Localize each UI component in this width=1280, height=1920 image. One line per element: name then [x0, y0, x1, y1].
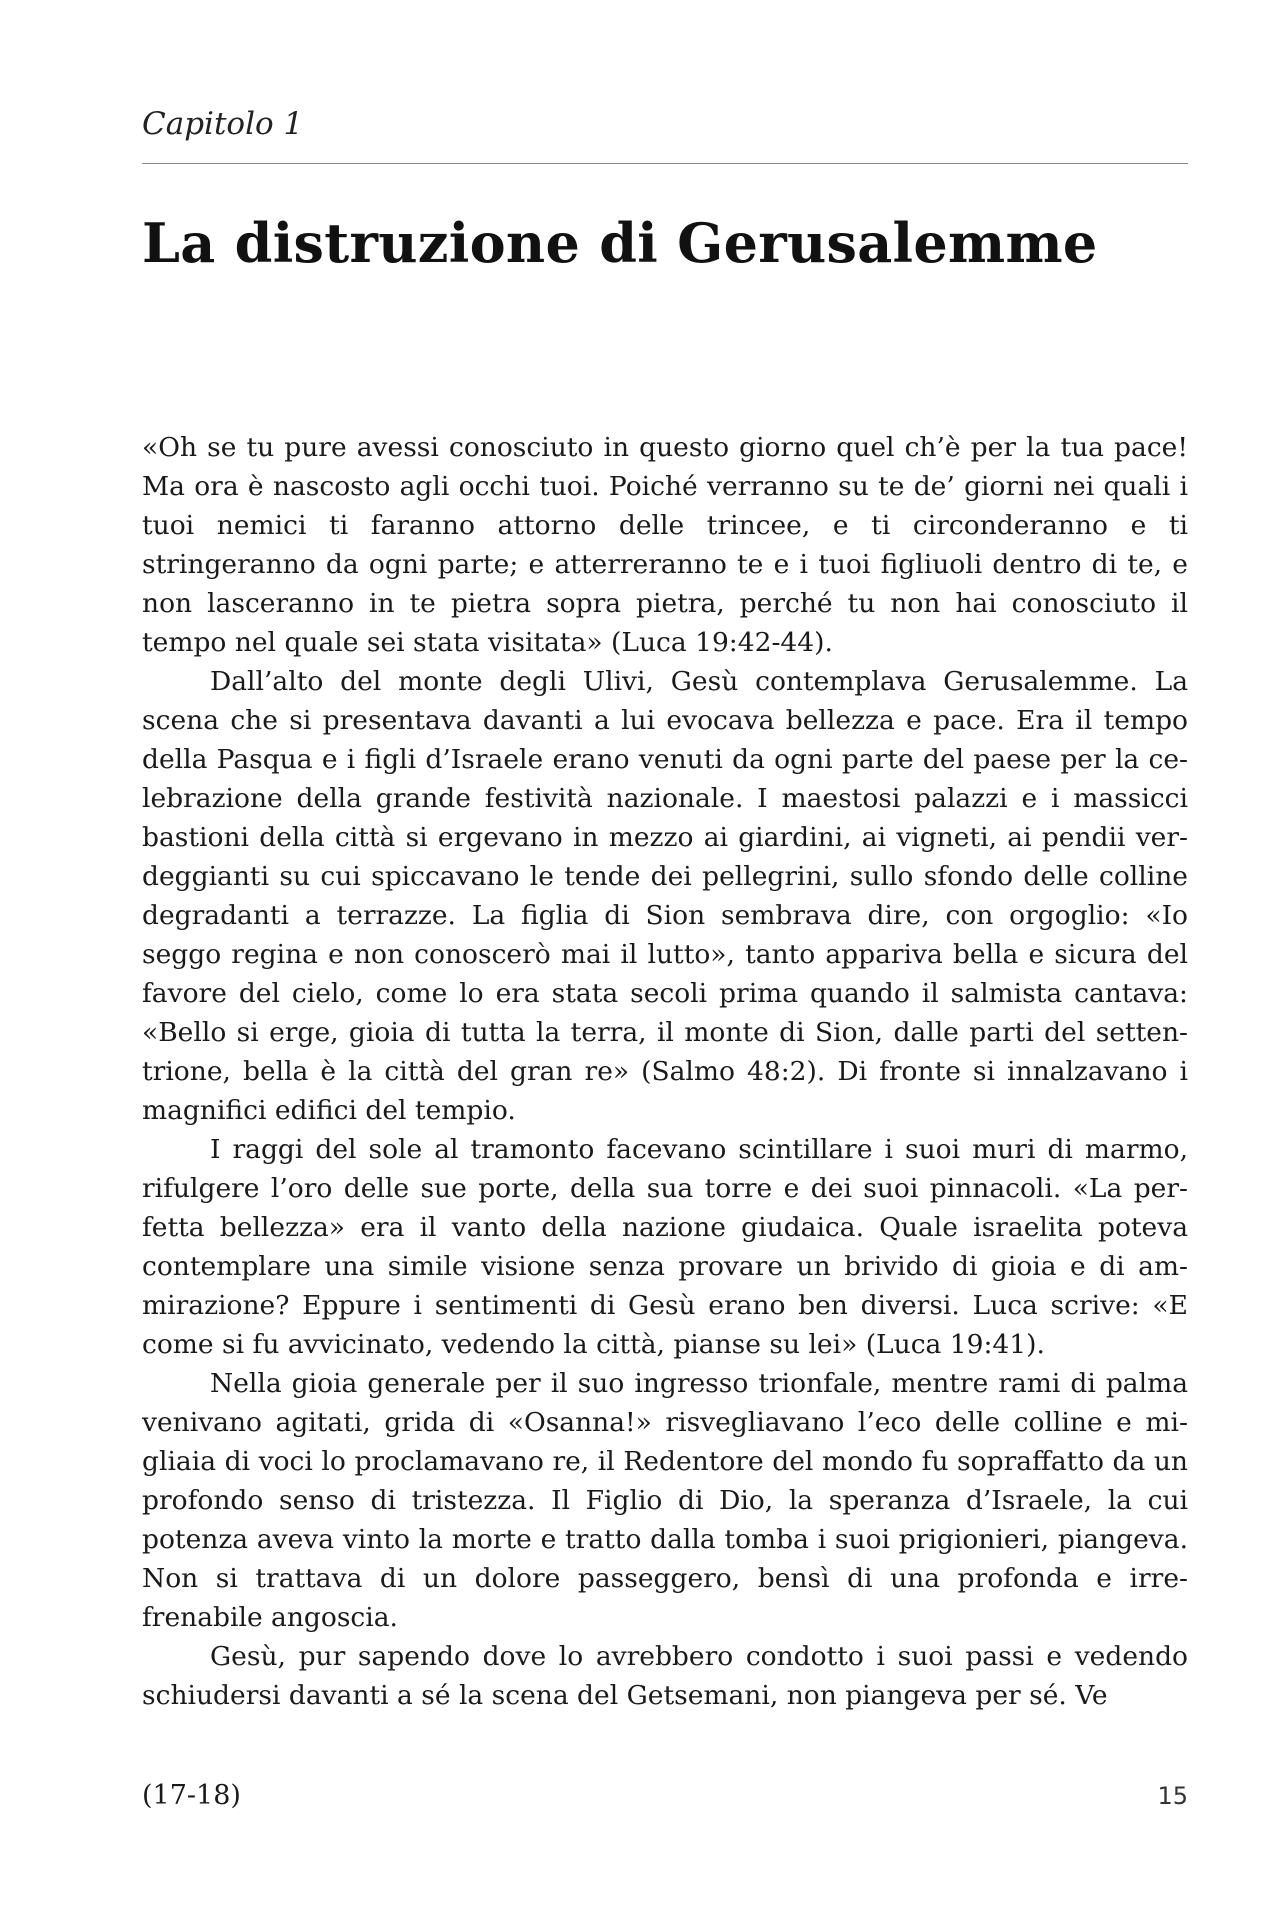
- body-text: [142, 428, 1188, 1715]
- chapter-title: La distruzione di Gerusalemme: [142, 211, 1098, 275]
- paragraph-quote: «Oh se tu pure avessi conosciuto in questo giorno quel ch’è per la tua pace! Ma ora è nascosto agli occhi tuoi. Poiché verranno su te de’ giorni nei quali i tuoi nemici ti faranno attorno delle trincee, e ti circonderanno e ti stringeranno da ogni parte; e atterreranno te e i tuoi figliuoli dentro di te, e non lasceranno in te pietra sopra pietra, perché tu non hai conosciuto il tempo nel quale sei stata visitata» (Luca 19:42-44).: [142, 432, 1188, 658]
- running-head: Capitolo 1: [142, 106, 304, 142]
- book-page: [142, 0, 1188, 1920]
- page-number: 15: [1157, 1782, 1188, 1810]
- page-reference: (17-18): [142, 1780, 241, 1811]
- paragraph: Dall’alto del monte degli Ulivi, Gesù contemplava Gerusalemme. La scena che si presentava davanti a lui evocava bellezza e pace. Era il tempo della Pasqua e i figli d’Israele erano venuti da ogni parte del paese per la celebrazione della grande festività nazionale. I maestosi palazzi e i massicci bastioni della città si ergevano in mezzo ai giardini, ai vigneti, ai pendii verdeggianti su cui spiccavano le tende dei pellegrini, sullo sfondo delle colline degradanti a terrazze. La figlia di Sion sembrava dire, con orgoglio: «Io seggo regina e non conoscerò mai il lutto», tanto appariva bella e sicura del favore del cielo, come lo era stata secoli prima quando il salmista cantava: «Bello si erge, gioia di tutta la terra, il monte di Sion, dalle parti del settentrione, bella è la città del gran re» (Salmo 48:2). Di fronte si innalzavano i magnifici edifici del tempio.: [142, 666, 1188, 1126]
- paragraph: Gesù, pur sapendo dove lo avrebbero condotto i suoi passi e vedendo schiudersi davanti a sé la scena del Getsemani, non piangeva per sé. Ve: [142, 1641, 1188, 1711]
- paragraph: Nella gioia generale per il suo ingresso trionfale, mentre rami di palma venivano agitati, grida di «Osanna!» risvegliavano l’eco delle colline e migliaia di voci lo proclamavano re, il Redentore del mondo fu sopraffatto da un profondo senso di tristezza. Il Figlio di Dio, la speranza d’Israele, la cui potenza aveva vinto la morte e tratto dalla tomba i suoi prigionieri, piangeva. Non si trattava di un dolore passeggero, bensì di una profonda e irrefrenabile angoscia.: [142, 1368, 1188, 1633]
- header-rule: [142, 163, 1188, 164]
- paragraph: I raggi del sole al tramonto facevano scintillare i suoi muri di marmo, rifulgere l’oro delle sue porte, della sua torre e dei suoi pinnacoli. «La perfetta bellezza» era il vanto della nazione giudaica. Quale israelita poteva contemplare una simile visione senza provare un brivido di gioia e di ammirazione? Eppure i sentimenti di Gesù erano ben diversi. Luca scrive: «E come si fu avvicinato, vedendo la città, pianse su lei» (Luca 19:41).: [142, 1134, 1188, 1360]
